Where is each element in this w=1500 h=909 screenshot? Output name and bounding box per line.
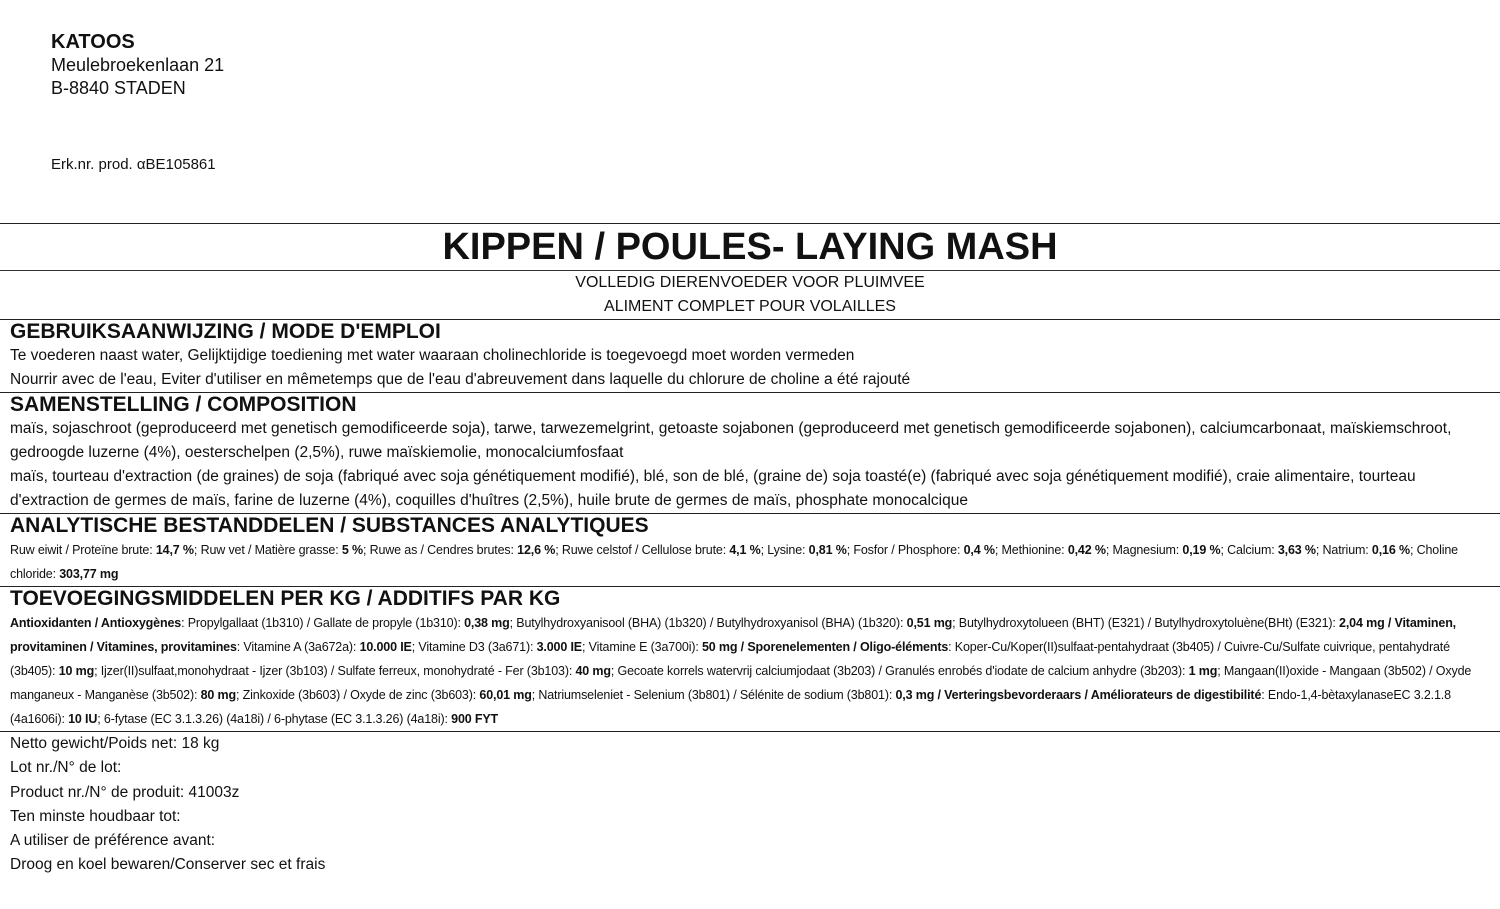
lot-number: Lot nr./N° de lot: [10, 759, 122, 777]
additive-text: : Endo-1,4-bètaxylanaseEC 3.2.1.8 (4a1606i): [10, 688, 1451, 726]
product-number: Product nr./N° de produit: 41003z [10, 783, 240, 801]
additive-text: ; Ijzer(II)sulfaat,monohydraat - Ijzer (3b103) / Sulfate ferreux, monohydraté - Fer (3b103): [94, 664, 576, 678]
analytical-label: Lysine: [767, 543, 809, 557]
best-before-fr: A utiliser de préférence avant: [10, 832, 216, 850]
composition-text-fr: maïs, tourteau d'extraction (de graines) de soja (fabriqué avec soja génétiquement modifié), blé, son de blé, (graine de) soja toasté(e) (fabriqué avec soja génétiquement modifié), craie alimentaire, tourteau d'extraction de germes de maïs, farine de luzerne (4%), coquilles d'huîtres (2,5%), huile brute de germes de maïs, phosphate monocalcique [10, 468, 1416, 509]
additive-amount: 40 mg [575, 664, 611, 678]
company-address [51, 30, 224, 100]
company-city: B-8840 STADEN [51, 78, 186, 98]
analytical-value: 303,77 mg [59, 567, 119, 581]
company-street: Meulebroekenlaan 21 [51, 55, 225, 75]
additive-amount: 2,04 mg / Vitaminen, provitaminen / Vitamines, provitamines [10, 616, 1456, 654]
additive-amount: 50 mg / Sporenelementen / Oligo-éléments [701, 640, 949, 654]
analytical-value: 12,6 % [517, 543, 556, 557]
additive-text: ; Vitamine E (3a700i): [581, 640, 702, 654]
analytical-value: 0,19 % [1182, 543, 1221, 557]
additive-amount: 1 mg [1188, 664, 1218, 678]
additive-text: : Propylgallaat (1b310) / Gallate de propyle (1b310): [181, 616, 465, 630]
product-subtitle-nl: VOLLEDIG DIERENVOEDER VOOR PLUIMVEE [575, 274, 925, 291]
additive-text: ; Gecoate korrels watervrij calciumjodaat (3b203) / Granulés enrobés d'iodate de calcium anhydre (3b203): [610, 664, 1189, 678]
additive-amount: 0,3 mg / Verteringsbevorderaars / Améliorateurs de digestibilité [895, 688, 1262, 702]
analytical-heading: ANALYTISCHE BESTANDDELEN / SUBSTANCES ANALYTIQUES [10, 514, 649, 537]
additive-amount: 900 FYT [451, 712, 499, 726]
product-subtitle-fr: ALIMENT COMPLET POUR VOLAILLES [604, 298, 896, 315]
analytical-label: Calcium: [1227, 543, 1278, 557]
composition-heading: SAMENSTELLING / COMPOSITION [10, 393, 357, 416]
analytical-label: Natrium: [1322, 543, 1372, 557]
usage-heading: GEBRUIKSAANWIJZING / MODE D'EMPLOI [10, 320, 441, 343]
additive-amount: 10 IU [68, 712, 98, 726]
analytical-value: 5 % [341, 543, 363, 557]
analytical-label: Ruw vet / Matière grasse: [200, 543, 342, 557]
analytical-section [0, 514, 1500, 586]
additive-amount: 0,38 mg [464, 616, 510, 630]
additive-amount: 3.000 IE [536, 640, 582, 654]
usage-text-nl: Te voederen naast water, Gelijktijdige toediening met water waaraan cholinechloride is toegevoegd moet worden vermeden [10, 347, 855, 364]
additives-heading: TOEVOEGINGSMIDDELEN PER KG / ADDITIFS PAR KG [10, 587, 561, 610]
analytical-text: Ruw eiwit / Proteïne brute: 14,7 %; Ruw vet / Matière grasse: 5 %; Ruwe as / Cendres brutes: 12,6 %; Ruwe celstof / Cellulose brute: 4,1 %; Lysine: 0,81 %; Fosfor / Phosphore: 0,4 %; Methionine: 0,42 %; Magnesium: 0,19 %; Calcium: 3,63 %; Natrium: 0,16 %; Choline chloride: 303,77 mg [10, 543, 1458, 581]
additive-amount: Antioxidanten / Antioxygènes [10, 616, 182, 630]
analytical-value: 0,16 % [1371, 543, 1410, 557]
analytical-label: Magnesium: [1112, 543, 1183, 557]
additive-text: ; Mangaan(II)oxide - Mangaan (3b502) / Oxyde manganeux - Manganèse (3b502): [10, 664, 1472, 702]
analytical-value: 3,63 % [1277, 543, 1316, 557]
analytical-value: 14,7 % [155, 543, 194, 557]
analytical-label: Ruw eiwit / Proteïne brute: [10, 543, 156, 557]
product-label [0, 223, 1500, 878]
additive-text: : Koper-Cu/Koper(II)sulfaat-pentahydraat (3b405) / Cuivre-Cu/Sulfate cuivrique, pentahydraté (3b405): [10, 640, 1450, 678]
additive-amount: 10.000 IE [359, 640, 412, 654]
additive-text: ; Butylhydroxytolueen (BHT) (E321) / Butylhydroxytoluène(BHt) (E321): [952, 616, 1340, 630]
analytical-value: 0,42 % [1067, 543, 1106, 557]
additive-text: : Vitamine A (3a672a): [236, 640, 360, 654]
usage-text-fr: Nourrir avec de l'eau, Eviter d'utiliser en mêmetemps que de l'eau d'abreuvement dans laquelle du chlorure de choline a été rajouté [10, 371, 911, 388]
analytical-label: Fosfor / Phosphore: [853, 543, 964, 557]
analytical-label: Ruwe celstof / Cellulose brute: [561, 543, 730, 557]
additive-text: ; Vitamine D3 (3a671): [411, 640, 537, 654]
net-weight: Netto gewicht/Poids net: 18 kg [10, 735, 220, 752]
composition-text-nl: maïs, sojaschroot (geproduceerd met genetisch gemodificeerde soja), tarwe, tarwezemelgrint, getoaste sojabonen (geproduceerd met genetisch gemodificeerde sojabonen), calciumcarbonaat, maïskiemschroot, gedroogde luzerne (4%), oesterschelpen (2,5%), ruwe maïskiemolie, monocalciumfosfaat [10, 420, 1452, 461]
composition-section [0, 393, 1500, 513]
additive-amount: 80 mg [200, 688, 237, 702]
additive-text: ; Butylhydroxyanisool (BHA) (1b320) / Butylhydroxyanisol (BHA) (1b320): [509, 616, 907, 630]
additive-amount: 60,01 mg [479, 688, 532, 702]
additives-text [10, 611, 1490, 731]
product-title: KIPPEN / POULES- LAYING MASH [442, 226, 1058, 268]
analytical-label: Methionine: [1001, 543, 1068, 557]
additive-amount: 0,51 mg [906, 616, 953, 630]
additive-text: ; Zinkoxide (3b603) / Oxyde de zinc (3b603): [236, 688, 480, 702]
analytical-label: Ruwe as / Cendres brutes: [369, 543, 518, 557]
analytical-value: 4,1 % [729, 543, 761, 557]
usage-section [0, 320, 1500, 392]
additive-text: ; Natriumseleniet - Selenium (3b801) / Sélénite de sodium (3b801): [531, 688, 896, 702]
company-name: KATOOS [51, 31, 135, 53]
additive-amount: 10 mg [58, 664, 95, 678]
analytical-value: 0,81 % [808, 543, 847, 557]
best-before-nl: Ten minste houdbaar tot: [10, 807, 181, 825]
registration-number: Erk.nr. prod. αBE105861 [51, 156, 216, 173]
storage-instructions: Droog en koel bewaren/Conserver sec et frais [10, 856, 326, 874]
additive-text: ; 6-fytase (EC 3.1.3.26) (4a18i) / 6-phytase (EC 3.1.3.26) (4a18i): [97, 712, 452, 726]
additives-section [0, 587, 1500, 731]
product-details [0, 732, 1500, 878]
analytical-label: Choline chloride: [10, 543, 1458, 581]
analytical-value: 0,4 % [963, 543, 995, 557]
